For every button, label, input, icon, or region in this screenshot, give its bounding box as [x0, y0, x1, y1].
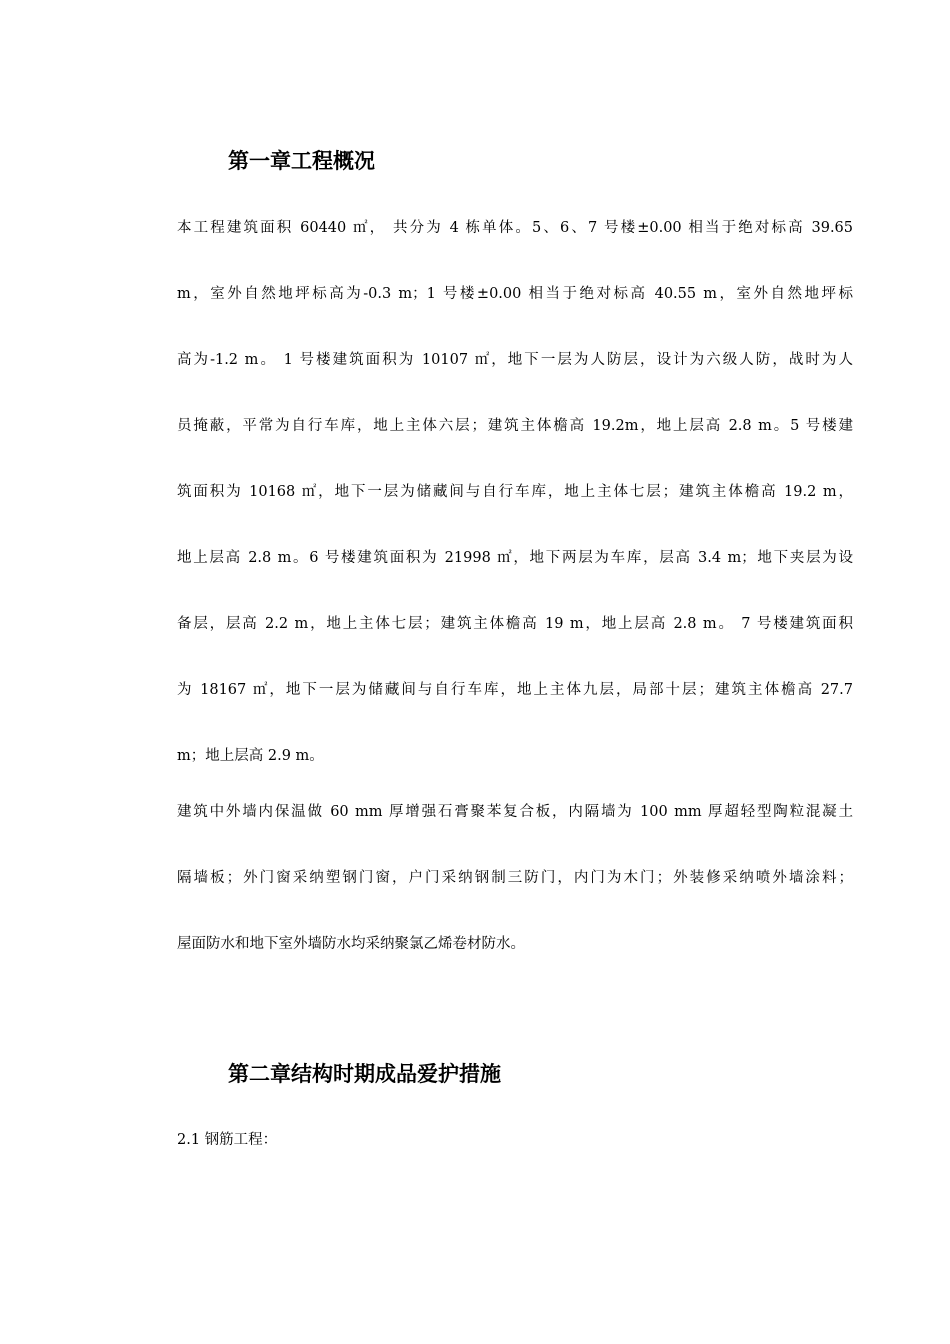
chapter1-paragraph1-line: 筑面积为 10168 ㎡，地下一层为储藏间与自行车库，地上主体七层；建筑主体檐高 19.2 m，	[177, 484, 853, 500]
chapter1-paragraph1-line: 高为-1.2 m。 1 号楼建筑面积为 10107 ㎡，地下一层为人防层，设计为六级人防，战时为人	[177, 352, 853, 368]
chapter2-title: 第二章结构时期成品爱护措施	[228, 1062, 501, 1086]
chapter1-paragraph1-line: m；地上层高 2.9 m。	[177, 748, 324, 764]
section-2-1-heading: 2.1 钢筋工程：	[177, 1132, 278, 1148]
chapter1-paragraph1-line: 为 18167 ㎡，地下一层为储藏间与自行车库，地上主体九层，局部十层；建筑主体檐高 27.7	[177, 682, 853, 698]
chapter1-paragraph1-line: m，室外自然地坪标高为-0.3 m；1 号楼±0.00 相当于绝对标高 40.55 m，室外自然地坪标	[177, 286, 853, 302]
chapter1-paragraph2-line: 隔墙板；外门窗采纳塑钢门窗，户门采纳钢制三防门，内门为木门；外装修采纳喷外墙涂料；	[177, 870, 853, 886]
chapter1-title: 第一章工程概况	[228, 149, 375, 173]
chapter1-paragraph1-line: 员掩蔽，平常为自行车库，地上主体六层；建筑主体檐高 19.2m，地上层高 2.8 m。5 号楼建	[177, 418, 853, 434]
chapter1-paragraph1-line: 地上层高 2.8 m。6 号楼建筑面积为 21998 ㎡，地下两层为车库，层高 3.4 m；地下夹层为设	[177, 550, 853, 566]
chapter1-paragraph2-line: 屋面防水和地下室外墙防水均采纳聚氯乙烯卷材防水。	[177, 936, 525, 952]
chapter1-paragraph1-line: 备层，层高 2.2 m，地上主体七层；建筑主体檐高 19 m，地上层高 2.8 m。 7 号楼建筑面积	[177, 616, 853, 632]
chapter1-paragraph1-line: 本工程建筑面积 60440 ㎡， 共分为 4 栋单体。5、6、7 号楼±0.00 相当于绝对标高 39.65	[177, 220, 853, 236]
chapter1-paragraph2-line: 建筑中外墙内保温做 60 mm 厚增强石膏聚苯复合板，内隔墙为 100 mm 厚超轻型陶粒混凝土	[177, 804, 853, 820]
